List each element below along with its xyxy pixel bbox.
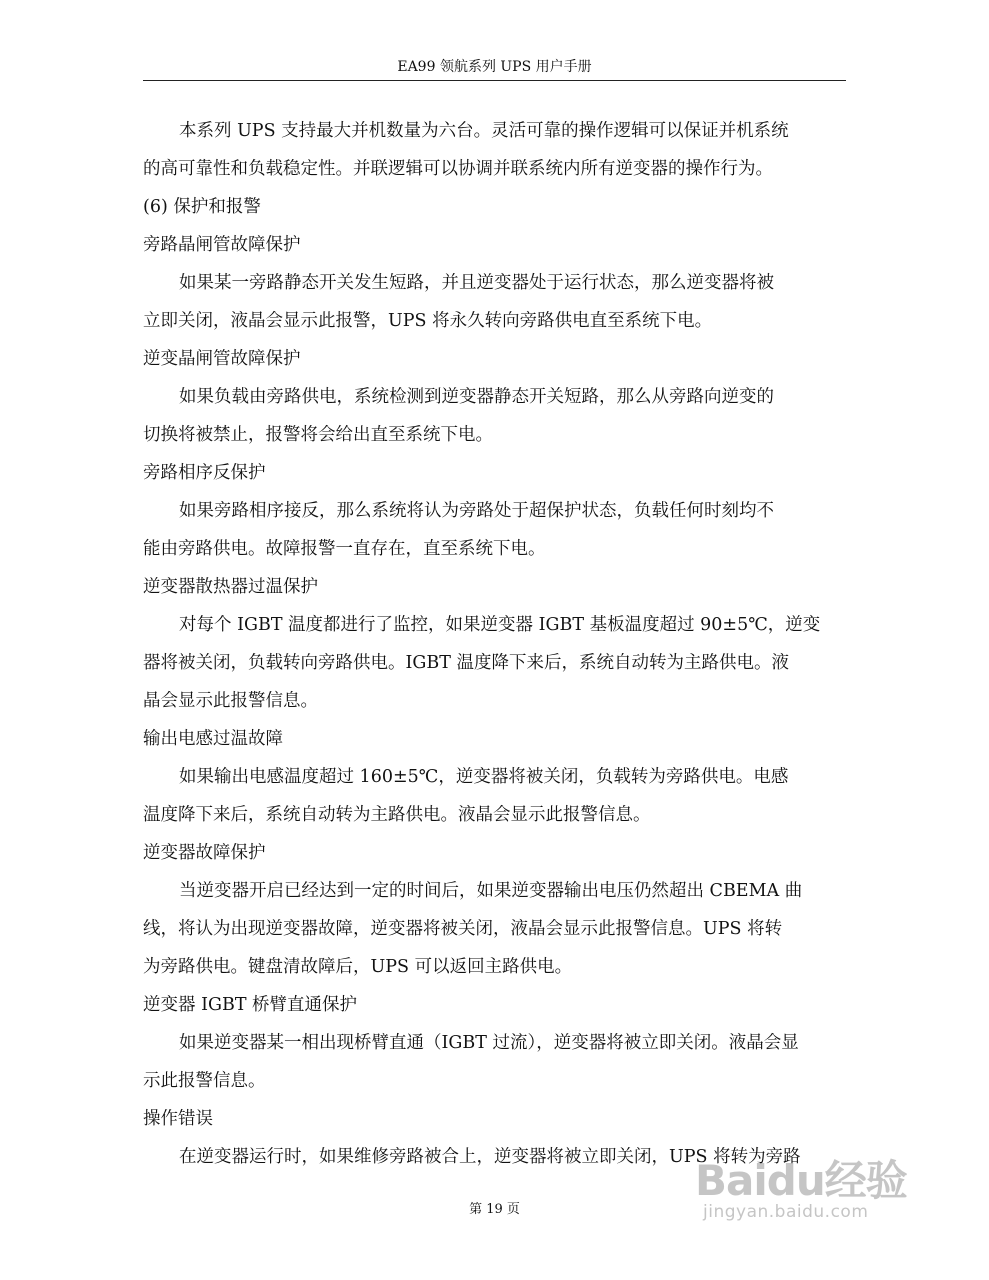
header-rule bbox=[143, 80, 846, 81]
paragraph-line: 为旁路供电。键盘清故障后，UPS 可以返回主路供电。 bbox=[143, 957, 573, 977]
subsection-heading: 旁路晶闸管故障保护 bbox=[143, 235, 301, 255]
paragraph-line: 如果某一旁路静态开关发生短路，并且逆变器处于运行状态，那么逆变器将被 bbox=[179, 273, 774, 293]
watermark-site: jingyan.baidu.com bbox=[703, 1202, 869, 1222]
paragraph-line: 如果旁路相序接反，那么系统将认为旁路处于超保护状态，负载任何时刻均不 bbox=[179, 501, 774, 521]
subsection-heading: 逆变器散热器过温保护 bbox=[143, 577, 318, 597]
page-header-title: EA99 领航系列 UPS 用户手册 bbox=[397, 59, 592, 75]
paragraph-line: 线，将认为出现逆变器故障，逆变器将被关闭，液晶会显示此报警信息。UPS 将转 bbox=[143, 919, 783, 939]
paragraph-line: 本系列 UPS 支持最大并机数量为六台。灵活可靠的操作逻辑可以保证并机系统 bbox=[179, 121, 789, 141]
paragraph-line: 如果负载由旁路供电，系统检测到逆变器静态开关短路，那么从旁路向逆变的 bbox=[179, 387, 774, 407]
paragraph-line: 温度降下来后，系统自动转为主路供电。液晶会显示此报警信息。 bbox=[143, 805, 651, 825]
page-number: 第 19 页 bbox=[469, 1202, 520, 1217]
section-heading: (6) 保护和报警 bbox=[143, 197, 261, 217]
paragraph-line: 切换将被禁止，报警将会给出直至系统下电。 bbox=[143, 425, 493, 445]
paragraph-line: 立即关闭，液晶会显示此报警，UPS 将永久转向旁路供电直至系统下电。 bbox=[143, 311, 713, 331]
subsection-heading: 逆变晶闸管故障保护 bbox=[143, 349, 301, 369]
paragraph-line: 示此报警信息。 bbox=[143, 1071, 266, 1091]
subsection-heading: 操作错误 bbox=[143, 1109, 213, 1129]
paragraph-line: 能由旁路供电。故障报警一直存在，直至系统下电。 bbox=[143, 539, 546, 559]
paragraph-line: 如果逆变器某一相出现桥臂直通（IGBT 过流），逆变器将被立即关闭。液晶会显 bbox=[179, 1033, 799, 1053]
paragraph-line: 晶会显示此报警信息。 bbox=[143, 691, 318, 711]
subsection-heading: 旁路相序反保护 bbox=[143, 463, 266, 483]
paragraph-line: 当逆变器开启已经达到一定的时间后，如果逆变器输出电压仍然超出 CBEMA 曲 bbox=[179, 881, 803, 901]
paragraph-line: 如果输出电感温度超过 160±5℃，逆变器将被关闭，负载转为旁路供电。电感 bbox=[179, 767, 789, 787]
paragraph-line: 在逆变器运行时，如果维修旁路被合上，逆变器将被立即关闭，UPS 将转为旁路 bbox=[179, 1147, 801, 1167]
paragraph-line: 的高可靠性和负载稳定性。并联逻辑可以协调并联系统内所有逆变器的操作行为。 bbox=[143, 159, 773, 179]
paragraph-line: 对每个 IGBT 温度都进行了监控，如果逆变器 IGBT 基板温度超过 90±5℃，逆变 bbox=[179, 615, 821, 635]
watermark-logo: Baidu经验 bbox=[695, 1156, 907, 1205]
paragraph-line: 器将被关闭，负载转向旁路供电。IGBT 温度降下来后，系统自动转为主路供电。液 bbox=[143, 653, 789, 673]
subsection-heading: 输出电感过温故障 bbox=[143, 729, 283, 749]
subsection-heading: 逆变器故障保护 bbox=[143, 843, 266, 863]
subsection-heading: 逆变器 IGBT 桥臂直通保护 bbox=[143, 995, 358, 1015]
